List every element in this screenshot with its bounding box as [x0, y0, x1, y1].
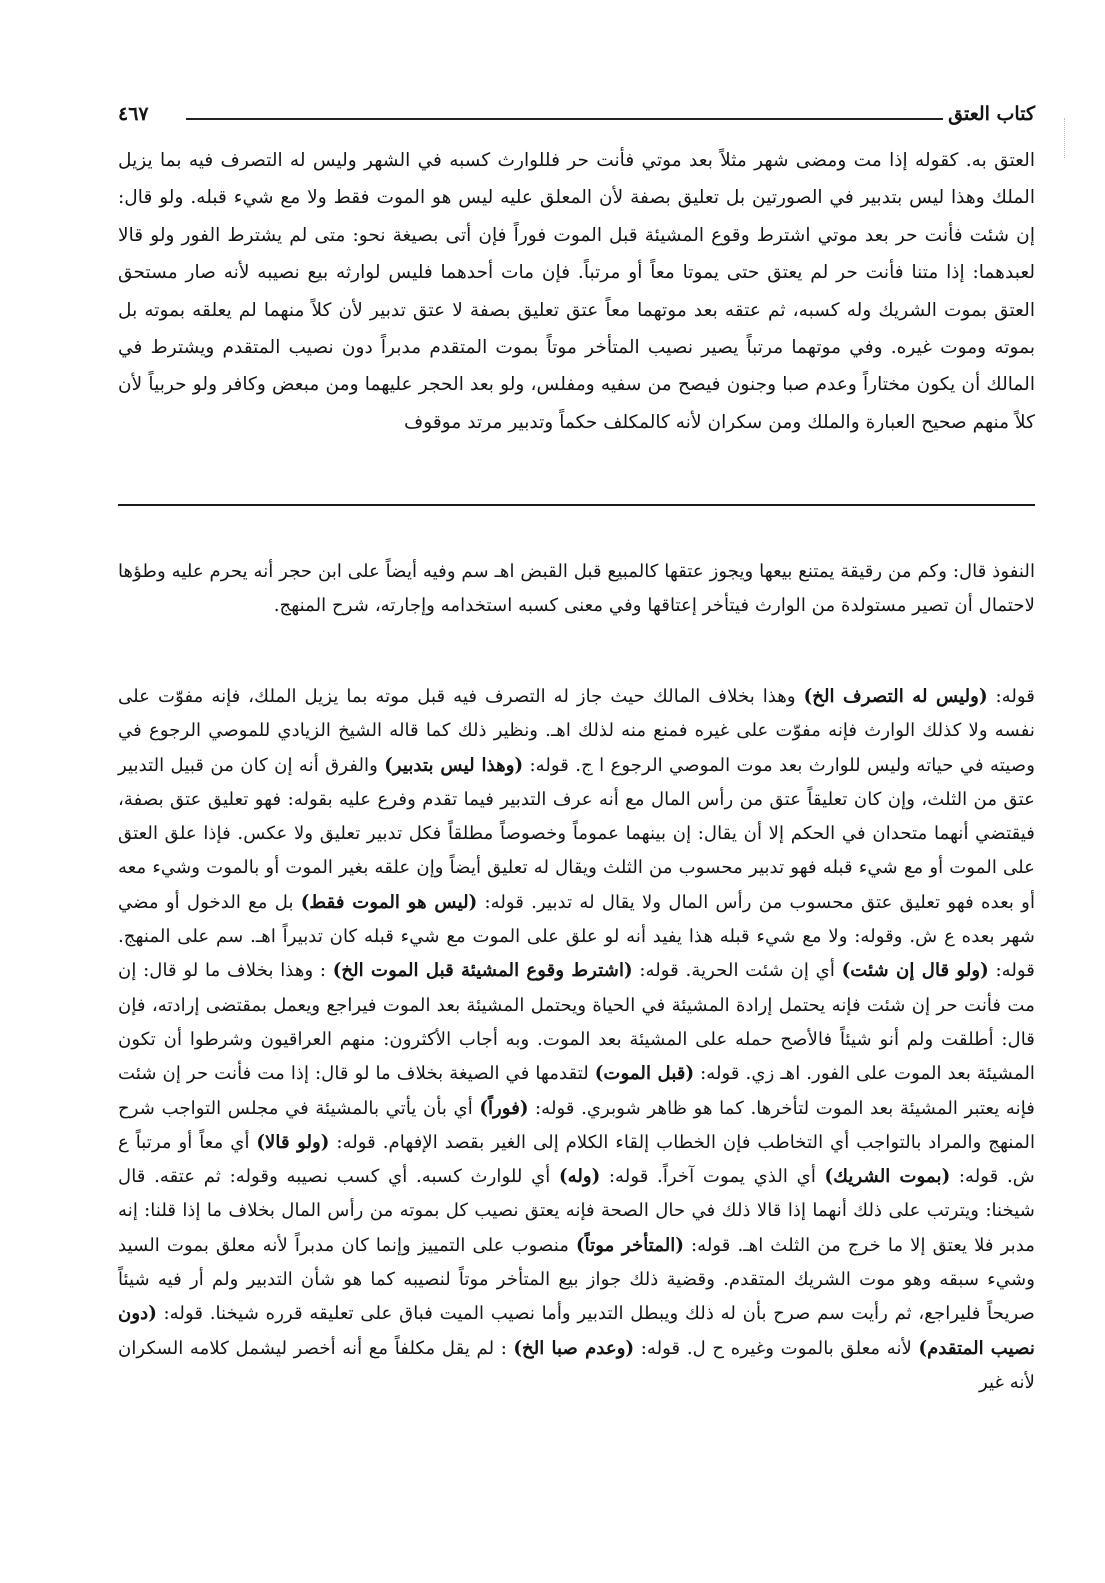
- footnote-paragraph: النفوذ قال: وكم من رقيقة يمتنع بيعها ويجوز عتقها كالمبيع قبل القبض اهـ سم وفيه أيضاً على ابن حجر أنه يحرم عليه وطؤها لاحتمال أن تصير مستولدة من الوارث فيتأخر إعتاقها وفي معنى كسبه استخدامه وإجارته، شرح المنهج.: [118, 561, 1035, 616]
- text-separator-rule: [118, 504, 1035, 506]
- quoted-lemma: (وليس له التصرف الخ): [803, 686, 988, 707]
- commentary-text: والفرق أنه إن كان من قبيل التدبير عتق من الثلث، وإن كان تعليقاً عتق من رأس المال مع أنه عرف التدبير فيما تقدم وفرع عليه بقوله: فهو تعليق عتق بصفة، فيقتضي أنهما متحدان في الحكم إلا أن يقال: إن بينهما عموماً وخصوصاً مطلقاً فكل تدبير تعليق ولا عكس. فإذا علق العتق على الموت أو مع شيء قبله فهو تدبير محسوب من الثلث ويقال له تعليق أيضاً وإن علقه بغير الموت أو بالموت وشيء معه أو بعده فهو تعليق عتق محسوب من رأس المال ولا يقال له تدبير. قوله:: [118, 754, 1035, 913]
- quoted-lemma: (وله): [558, 1166, 601, 1188]
- commentary-text: أي معاً أو مرتباً ع ش. قوله:: [118, 1131, 1035, 1188]
- footnote-block: [118, 555, 1035, 623]
- quoted-lemma: (وعدم صبا الخ): [513, 1337, 635, 1359]
- quoted-lemma: (بموت الشريك): [824, 1166, 951, 1188]
- main-text-block: [118, 142, 1035, 441]
- commentary-text: بل مع الدخول أو مضي شهر بعده ع ش. وقوله: ولا مع شيء قبله هذا يفيد أنه لو علق على الموت مع شيء قبله كان تدبيراً اهـ. سم على المنهج. قوله:: [118, 891, 1035, 982]
- quoted-lemma: (اشترط وقوع المشيئة قبل الموت الخ): [332, 960, 633, 982]
- quoted-lemma: (قبل الموت): [594, 1063, 695, 1085]
- quoted-lemma: (وهذا ليس بتدبير): [384, 754, 524, 776]
- main-text-paragraph: العتق به. كقوله إذا مت ومضى شهر مثلاً بعد موتي فأنت حر فللوارث كسبه في الشهر وليس له التصرف فيه بما يزيل الملك وهذا ليس بتدبير في الصورتين بل تعليق بصفة لأن المعلق عليه ليس هو الموت فقط ولا مع شيء قبله. ولو قال: إن شئت فأنت حر بعد موتي اشترط وقوع المشيئة قبل الموت فوراً فإن أتى بصيغة نحو: متى لم يشترط الفور ولو قالا لعبدهما: إذا متنا فأنت حر لم يعتق حتى يموتا معاً أو مرتباً. فإن مات أحدهما فليس لوارثه بيع نصيبه لأنه صار مستحق العتق بموت الشريك وله كسبه، ثم عتقه بعد موتهما معاً عتق تعليق بصفة لا عتق تدبير لأن كلاً منهما لم يعلقه بموته بل بموته وموت غيره. وفي موتهما مرتباً يصير نصيب المتأخر موتاً بموت المتقدم مدبراً دون نصيب المتقدم ويشترط في المالك أن يكون مختاراً وعدم صبا وجنون فيصح من سفيه ومفلس، ولو بعد الحجر عليهما ومن مبعض وكافر ولو حربياً لأن كلاً منهم صحيح العبارة والملك ومن سكران لأنه كالمكلف حكماً وتدبير مرتد موقوف: [118, 150, 1035, 433]
- commentary-text: : لم يقل مكلفاً مع أنه أخصر ليشمل كلامه السكران لأنه غير: [118, 1337, 1035, 1393]
- commentary-text: لتقدمها في الصيغة بخلاف ما لو قال: إذا مت فأنت حر إن شئت فإنه يعتبر المشيئة بعد الموت لتأخرها. كما هو ظاهر شوبري. قوله:: [118, 1063, 1035, 1119]
- quoted-lemma: (ولو قال إن شئت): [841, 960, 989, 982]
- commentary-text: منصوب على التمييز وإنما كان مدبراً لأنه معلق بموت السيد وشيء سبقه وهو موت الشريك المتقدم. وقضية ذلك جواز بيع المتأخر موتاً لنصيبه كما هو شأن التدبير ولم أر فيه شيئاً صريحاً فليراجع، ثم رأيت سم صرح بأن له ذلك ويبطل التدبير وأما نصيب الميت فباق على تعليقه قرره شيخنا. قوله:: [118, 1234, 1035, 1325]
- book-title: كتاب العتق: [948, 103, 1035, 125]
- quoted-lemma: (المتأخر موتاً): [576, 1234, 684, 1256]
- quoted-lemma: (دون نصيب المتقدم): [118, 1303, 1035, 1359]
- running-header: [118, 95, 1035, 135]
- commentary-text: وهذا بخلاف المالك حيث جاز له التصرف فيه قبل موته بما يزيل الملك، فإنه مفوّت على نفسه ولا كذلك الوارث فإنه مفوّت على غيره فمنع منه لذلك اهـ. ونظير ذلك كما قاله الشيخ الزيادي للموصي الرجوع في وصيته في حياته وليس للوارث بعد موت الموصي الرجوع ا ج. قوله:: [118, 686, 1035, 776]
- commentary-text: قوله:: [987, 686, 1036, 707]
- quoted-lemma: (ليس هو الموت فقط): [300, 891, 478, 913]
- page-number: ٤٦٧: [118, 103, 149, 125]
- commentary-block: [118, 680, 1035, 1400]
- commentary-text: : وهذا بخلاف ما لو قال: إن مت فأنت حر إن شئت فإنه يحتمل إرادة المشيئة في الحياة ويحتمل المشيئة بعد الموت فيراجع ويعمل بمقتضى إرادته، فإن قال: أطلقت ولم أنو شيئاً فالأصح حمله على المشيئة بعد الموت. وبه أجاب الأكثرون: منهم العراقيون وشرطوا أن تكون المشيئة بعد الموت على الفور. اهـ زي. قوله:: [118, 960, 1035, 1085]
- commentary-text: أي إن شئت الحرية. قوله:: [632, 960, 842, 982]
- commentary-text: أي الذي يموت آخراً. قوله:: [600, 1166, 825, 1188]
- commentary-text: لأنه معلق بالموت وغيره ح ل. قوله:: [634, 1337, 919, 1359]
- quoted-lemma: (فوراً): [479, 1097, 529, 1119]
- commentary-text: أي للوارث كسبه. أي كسب نصيبه وقوله: ثم عتقه. قال شيخنا: ويترتب على ذلك أنهما إذا قالا ذلك في حال الصحة فإنه يعتق نصيب كل بموته من رأس المال بخلاف ما إذا قلنا: إنه مدبر فلا يعتق إلا ما خرج من الثلث اهـ. قوله:: [118, 1166, 1036, 1256]
- commentary-text: أي بأن يأتي بالمشيئة في مجلس التواجب شرح المنهج والمراد بالتواجب أي التخاطب فإن الخطاب إلقاء الكلام إلى الغير بقصد الإفهام. قوله:: [118, 1097, 1035, 1153]
- scan-edge-mark: [1058, 118, 1065, 158]
- header-rule: [186, 118, 943, 120]
- quoted-lemma: (ولو قالا): [256, 1131, 330, 1153]
- commentary-paragraph: [118, 680, 1035, 1400]
